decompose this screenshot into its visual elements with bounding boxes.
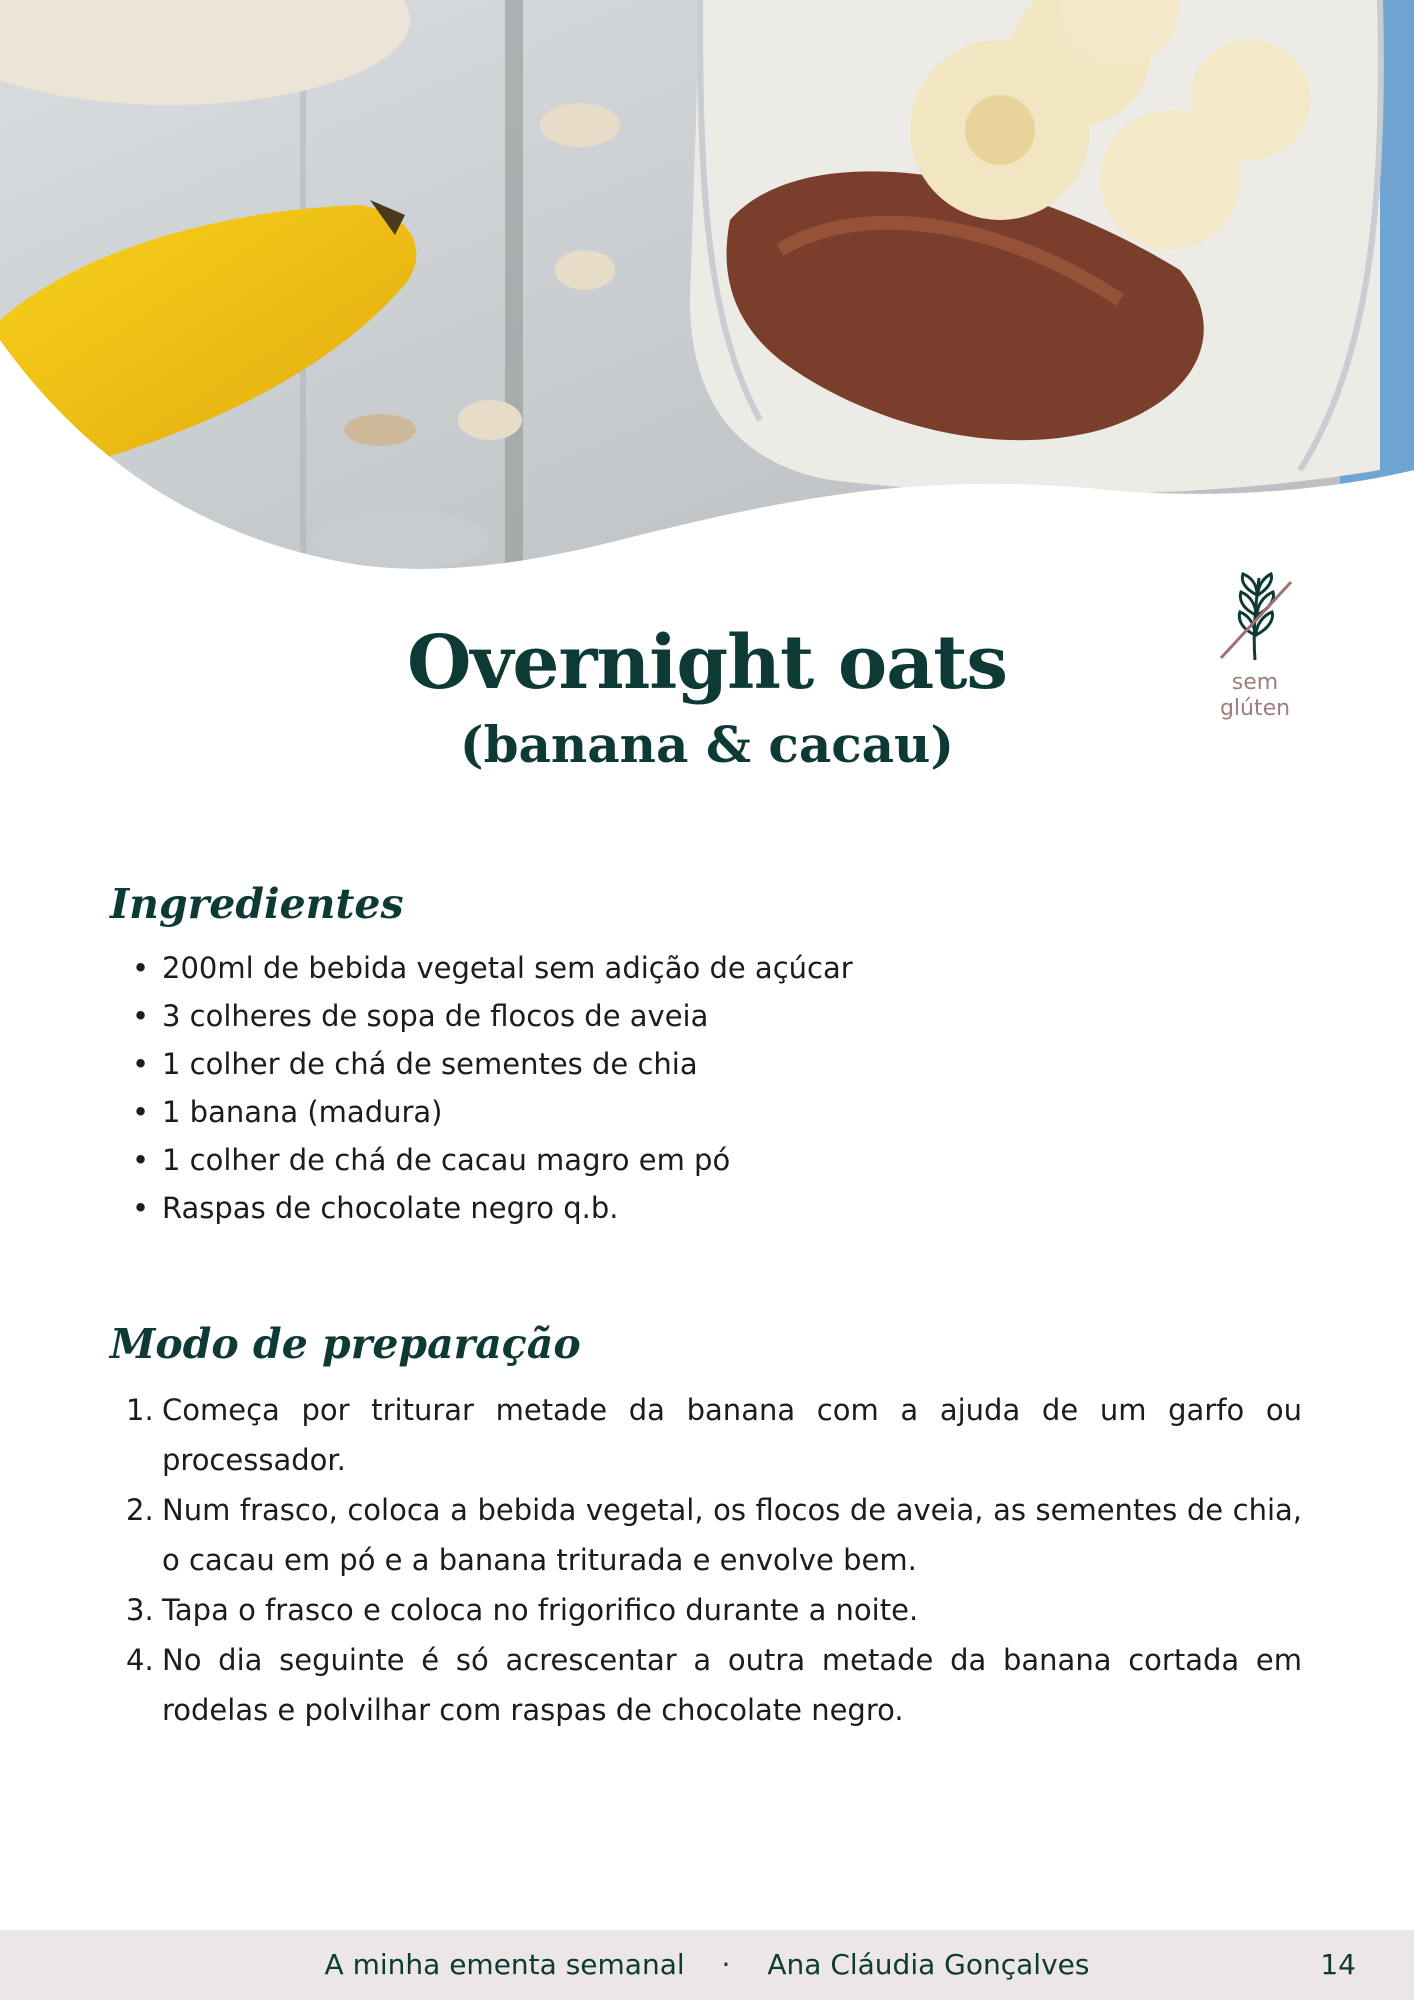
ingredients-list <box>110 944 1352 1232</box>
footer-book-title: A minha ementa semanal <box>324 1948 685 1981</box>
recipe-title: Overnight oats <box>406 620 1008 706</box>
ingredient-item: • 1 banana (madura) <box>162 1088 1352 1136</box>
preparation-step <box>126 1635 1302 1735</box>
page-number: 14 <box>1320 1948 1356 1981</box>
step-number: 3. <box>126 1593 154 1627</box>
step-text: No dia seguinte é só acrescentar a outra metade da banana cortada em rodelas e polvilhar com raspas de chocolate negro. <box>162 1643 1302 1727</box>
step-text: Num frasco, coloca a bebida vegetal, os flocos de aveia, as sementes de chia, o cacau em pó e a banana triturada e envolve bem. <box>162 1493 1302 1577</box>
recipe-subtitle: (banana & cacau) <box>459 715 955 774</box>
preparation-step <box>126 1385 1302 1485</box>
ingredient-item: • 1 colher de chá de sementes de chia <box>162 1040 1352 1088</box>
badge-text-line2: glúten <box>1219 696 1291 721</box>
ingredient-item: • Raspas de chocolate negro q.b. <box>162 1184 1352 1232</box>
step-text: Começa por triturar metade da banana com a ajuda de um garfo ou processador. <box>162 1393 1302 1477</box>
ingredient-item: • 200ml de bebida vegetal sem adição de açúcar <box>162 944 1352 992</box>
hero-image <box>0 0 1414 580</box>
footer-separator: · <box>721 1948 731 1981</box>
preparation-heading: Modo de preparação <box>110 1320 581 1368</box>
footer-author: Ana Cláudia Gonçalves <box>767 1948 1090 1981</box>
step-text: Tapa o frasco e coloca no frigorifico durante a noite. <box>162 1593 919 1627</box>
preparation-steps <box>110 1385 1302 1735</box>
step-number: 1. <box>126 1393 154 1427</box>
ingredients-heading: Ingredientes <box>110 880 404 928</box>
ingredient-item: • 1 colher de chá de cacau magro em pó <box>162 1136 1352 1184</box>
preparation-step <box>126 1585 1302 1635</box>
step-number: 2. <box>126 1493 154 1527</box>
step-number: 4. <box>126 1643 154 1677</box>
ingredient-item: • 3 colheres de sopa de flocos de aveia <box>162 992 1352 1040</box>
preparation-step <box>126 1485 1302 1585</box>
badge-text-line1: sem <box>1231 670 1279 695</box>
page-footer <box>0 1930 1414 2000</box>
